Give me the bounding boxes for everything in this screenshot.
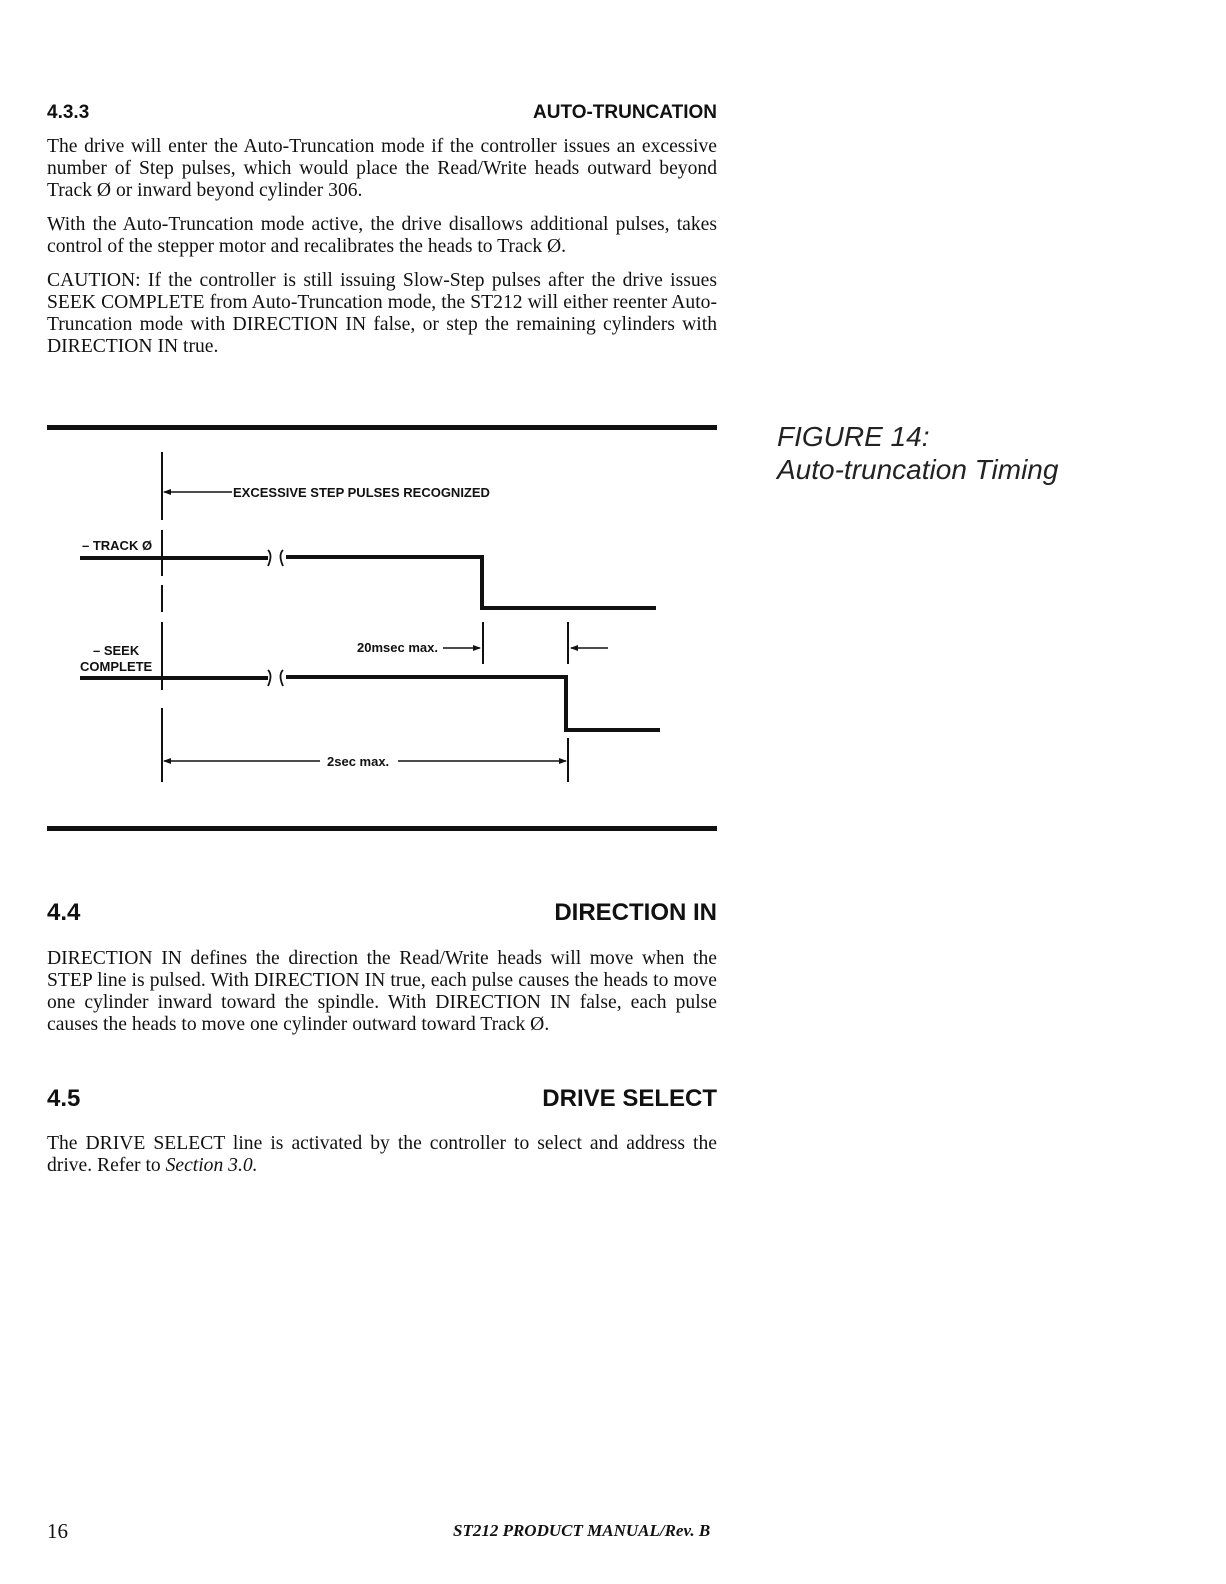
paragraph-drive-select	[47, 1133, 717, 1177]
track-zero-waveform	[80, 557, 656, 608]
label-track-zero: – TRACK Ø	[82, 538, 153, 553]
figure-caption-title: Auto-truncation Timing	[777, 454, 1059, 485]
figure-top-rule	[47, 425, 717, 430]
section-heading-4-5	[47, 1085, 717, 1115]
label-20msec: 20msec max.	[357, 640, 438, 655]
timing-diagram	[0, 440, 720, 820]
footer-manual-title: ST212 PRODUCT MANUAL/Rev. B	[453, 1521, 711, 1540]
seek-complete-waveform	[80, 677, 660, 730]
section-heading-4-3-3	[47, 102, 717, 126]
section-title: DRIVE SELECT	[542, 1085, 717, 1112]
paragraph-caution: CAUTION: If the controller is still issuing Slow-Step pulses after the drive issues SEEK COMPLETE from Auto-Truncation mode, the ST212 will either reenter Auto-Truncation mode with DIRECTION IN false, or step the remaining cylinders with DIRECTION IN true.	[47, 270, 717, 357]
paragraph-auto-truncation-intro: The drive will enter the Auto-Truncation mode if the controller issues an excessive number of Step pulses, which would place the Read/Write heads outward beyond Track Ø or inward beyond cylinder 306.	[47, 136, 717, 201]
label-excessive-step-pulses: EXCESSIVE STEP PULSES RECOGNIZED	[233, 485, 490, 500]
paragraph-auto-truncation-active: With the Auto-Truncation mode active, the drive disallows additional pulses, takes control of the stepper motor and recalibrates the heads to Track Ø.	[47, 214, 717, 257]
section-number: 4.3.3	[47, 102, 90, 123]
section-title: AUTO-TRUNCATION	[533, 102, 717, 123]
figure-bottom-rule	[47, 826, 717, 831]
section-number: 4.4	[47, 899, 81, 926]
label-seek: – SEEK	[93, 643, 140, 658]
section-reference-link: Section 3.0.	[165, 1155, 258, 1176]
figure-caption	[777, 420, 1097, 486]
seek-complete-break-icon	[268, 670, 283, 686]
section-title: DIRECTION IN	[554, 899, 717, 926]
label-2sec: 2sec max.	[327, 754, 390, 769]
section-heading-4-4	[47, 899, 717, 929]
section-number: 4.5	[47, 1085, 81, 1112]
figure-caption-number: FIGURE 14:	[777, 421, 930, 452]
track-zero-break-icon	[268, 550, 283, 566]
label-complete: COMPLETE	[80, 659, 153, 674]
page-number: 16	[47, 1519, 68, 1543]
paragraph-direction-in: DIRECTION IN defines the direction the Read/Write heads will move when the STEP line is pulsed. With DIRECTION IN true, each pulse causes the heads to move one cylinder inward toward the spindle. With DIRECTION IN false, each pulse causes the heads to move one cylinder outward toward Track Ø.	[47, 948, 717, 1035]
drive-select-text: The DRIVE SELECT line is activated by the controller to select and address the drive. Refer to	[47, 1133, 717, 1176]
